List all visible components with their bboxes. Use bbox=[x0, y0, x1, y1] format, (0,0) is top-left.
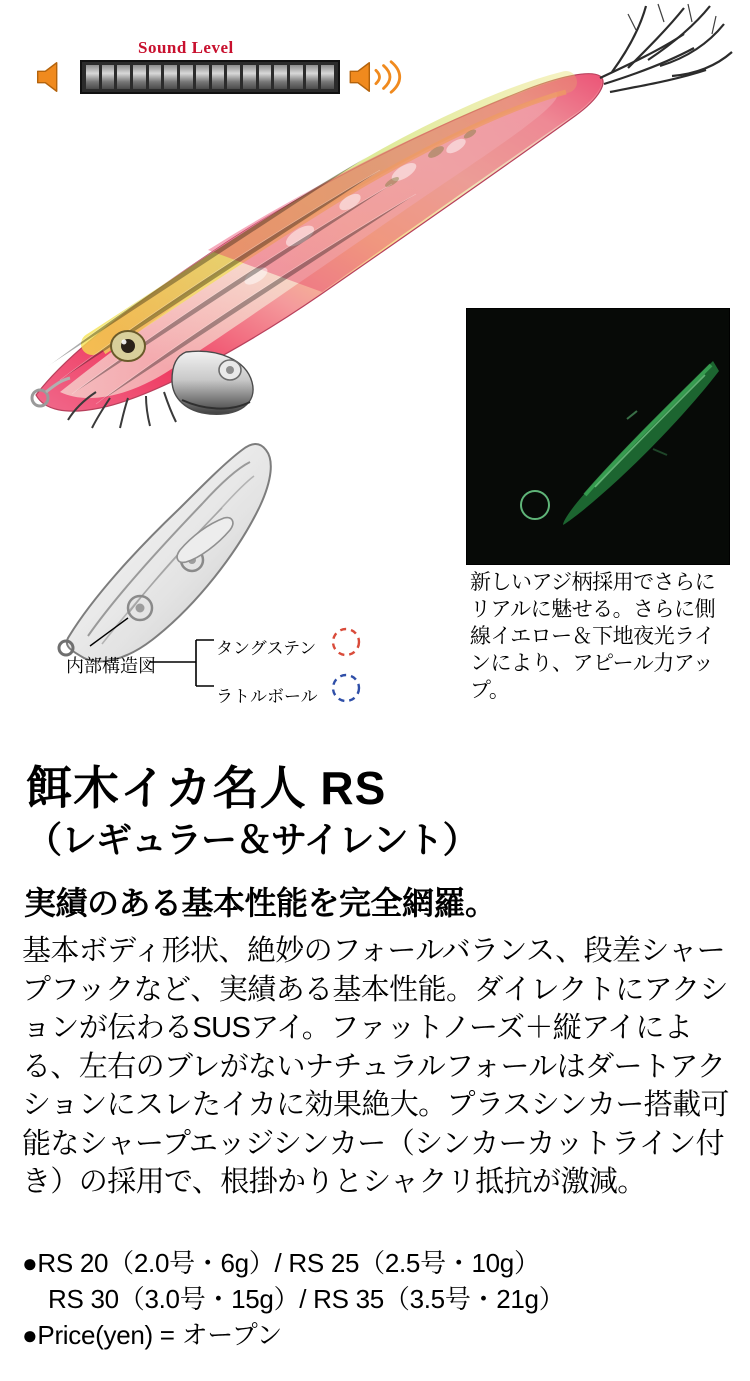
page-subtitle: （レギュラー＆サイレント） bbox=[26, 819, 478, 860]
page-title: 餌木イカ名人 RS bbox=[26, 762, 387, 814]
spec-line-sizes-2: RS 30（3.0号・15g）/ RS 35（3.5号・21g） bbox=[48, 1283, 565, 1314]
glow-photo-caption: 新しいアジ柄採用でさらにリアルに魅せる。さらに側線イエロー＆下地夜光ラインにより、アピール力アップ。 bbox=[470, 571, 716, 702]
tentacles bbox=[600, 6, 732, 92]
diagram-main-label: 内部構造図 bbox=[66, 656, 156, 676]
speaker-wave-icon bbox=[346, 58, 384, 96]
lure-eye bbox=[111, 331, 145, 361]
sound-level-title: Sound Level bbox=[138, 38, 234, 57]
sound-level-bar bbox=[80, 60, 340, 94]
diagram-callout-lines bbox=[0, 600, 420, 740]
spec-list bbox=[22, 1246, 734, 1354]
sound-level-meter bbox=[28, 30, 428, 98]
glow-photo bbox=[466, 308, 730, 565]
speaker-icon bbox=[32, 58, 70, 96]
spec-line-sizes-1: ●RS 20（2.0号・6g）/ RS 25（2.5号・10g） bbox=[22, 1248, 540, 1278]
diagram-label-rattle: ラトルボール bbox=[216, 687, 318, 706]
body-copy: 基本ボディ形状、絶妙のフォールバランス、段差シャープフックなど、実績ある基本性能。ダイレクトにアクションが伝わるSUSアイ。ファットノーズ＋縦アイによる、左右のブレがないナチュラルフォールはダートアクションにスレたイカに効果絶大。プラスシンカー搭載可能なシャープエッジシンカー（シンカーカットライン付き）の採用で、根掛かりとシャクリ抵抗が激減。 bbox=[22, 935, 729, 1199]
lead-copy: 実績のある基本性能を完全網羅。 bbox=[24, 885, 497, 921]
spec-line-price: ●Price(yen) = オープン bbox=[22, 1319, 283, 1350]
diagram-label-tungsten: タングステン bbox=[216, 639, 317, 658]
